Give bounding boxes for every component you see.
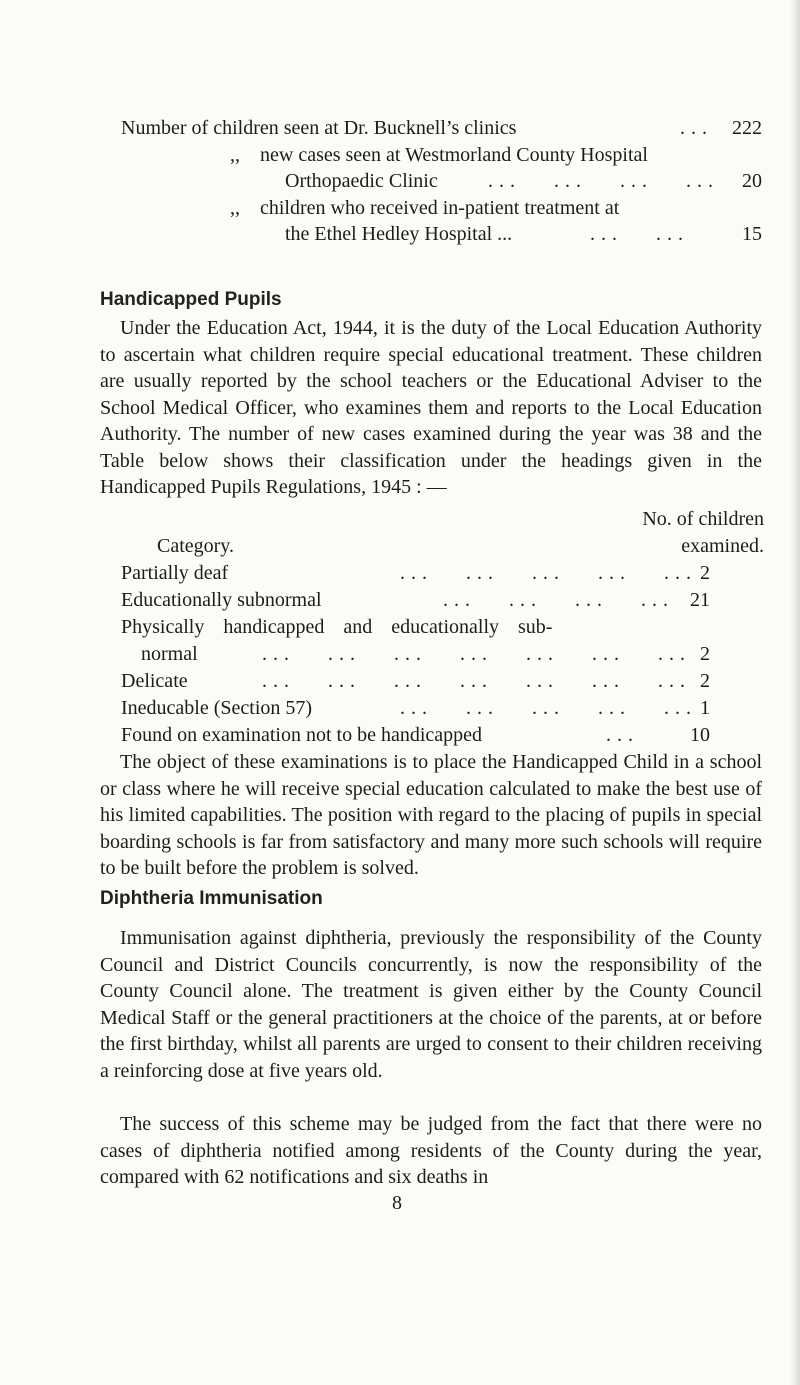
clinic-line-1: Number of children seen at Dr. Bucknell’s clinics xyxy=(121,117,517,139)
page-number: 8 xyxy=(392,1192,402,1214)
ditto-mark: ,, xyxy=(230,144,240,166)
leader-dots: ... ... ... ... ... ... ... xyxy=(262,643,691,665)
count-header-line2: examined. xyxy=(681,535,764,557)
table-row-label: Partially deaf xyxy=(121,562,229,584)
section-heading-diphtheria: Diphtheria Immunisation xyxy=(100,888,323,909)
leader-dots: ... xyxy=(606,724,639,746)
page-edge-shadow xyxy=(790,0,800,1385)
count-header-line1: No. of children xyxy=(642,508,764,530)
handicapped-conclusion: The object of these examinations is to place the Handicapped Child in a school or class where he will receive special education calculated to make the best use of his limited capabilities. The position with regard to the placing of pupils in special boarding schools is far from satisfactory and many more such schools will require to be built before the problem is solved. xyxy=(100,751,762,879)
diphtheria-para-2: The success of this scheme may be judged from the fact that there were no cases of diphtheria notified among residents of the County during the year, compared with 62 notifications and six deaths in xyxy=(100,1113,762,1188)
clinic-line-2a: new cases seen at Westmorland County Hospital xyxy=(260,144,648,166)
table-row-count: 21 xyxy=(690,589,710,611)
leader-dots: ... ... xyxy=(590,223,689,245)
handicapped-intro: Under the Education Act, 1944, it is the duty of the Local Education Authority to ascertain what children require special educational treatment. These children are usually reported by the school teachers or the Educational Adviser to the School Medical Officer, who examines them and reports to the Local Education Authority. The number of new cases examined during the year was 38 and the Table below shows their classification under the headings given in the Handicapped Pupils Regulations, 1945 : — xyxy=(100,317,762,498)
table-row-label: Ineducable (Section 57) xyxy=(121,697,313,719)
clinic-line-2b: Orthopaedic Clinic xyxy=(285,170,438,192)
diphtheria-para-1: Immunisation against diphtheria, previously the responsibility of the County Council and District Councils concurrently, is now the responsibility of the County Council alone. The treatment is given either by the County Council Medical Staff or the general practitioners at the choice of the parents, at or before the first birthday, whilst all parents are urged to consent to their children receiving a reinforcing dose at five years old. xyxy=(100,927,762,1082)
table-row-count: 2 xyxy=(700,643,710,665)
table-row-label: Educationally subnormal xyxy=(121,589,322,611)
table-row-count: 1 xyxy=(700,697,710,719)
clinic-line-3b: the Ethel Hedley Hospital ... xyxy=(285,223,513,245)
ditto-mark: ,, xyxy=(230,197,240,219)
section-heading-handicapped: Handicapped Pupils xyxy=(100,289,282,310)
clinic-value-3: 15 xyxy=(742,223,762,245)
table-row-label: Physically handicapped and educationally sub- xyxy=(121,616,553,638)
leader-dots: ... ... ... ... xyxy=(443,589,674,611)
table-row-count: 2 xyxy=(700,562,710,584)
leader-dots: ... ... ... ... ... ... ... xyxy=(262,670,691,692)
clinic-line-3a: children who received in-patient treatment at xyxy=(260,197,620,219)
leader-dots: ... ... ... ... ... xyxy=(400,697,697,719)
leader-dots: ... ... ... ... ... xyxy=(400,562,697,584)
clinic-value-2: 20 xyxy=(742,170,762,192)
leader-dots: ... ... ... ... xyxy=(488,170,719,192)
table-row-label: Delicate xyxy=(121,670,188,692)
table-row-label: Found on examination not to be handicapped xyxy=(121,724,483,746)
table-row-count: 2 xyxy=(700,670,710,692)
category-header: Category. xyxy=(157,535,235,557)
table-row-label-cont: normal xyxy=(141,643,198,665)
table-row-count: 10 xyxy=(690,724,710,746)
clinic-value-1: 222 xyxy=(732,117,762,139)
leader-dots: ... xyxy=(680,117,713,139)
